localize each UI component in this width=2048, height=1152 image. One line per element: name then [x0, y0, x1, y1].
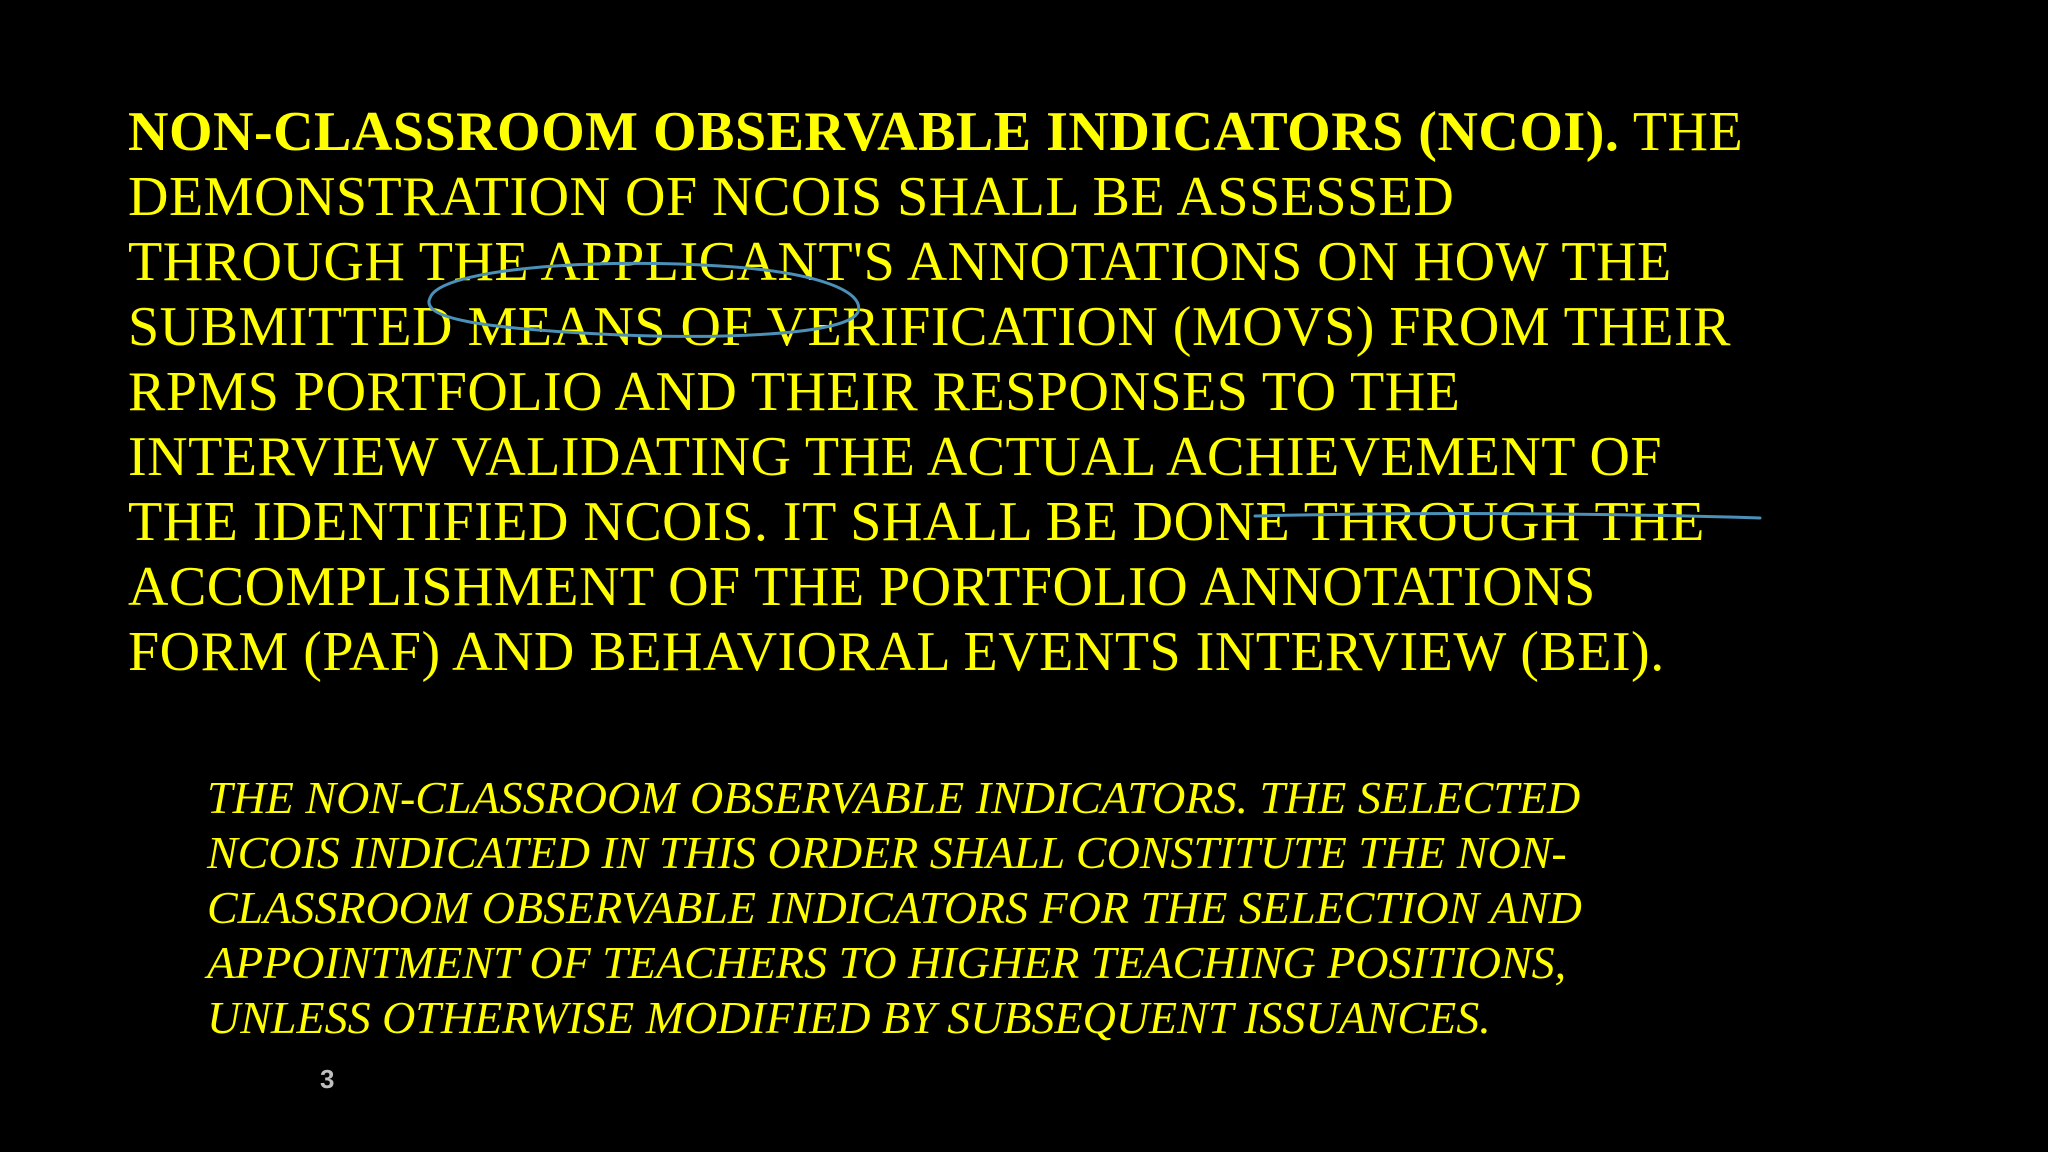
italic-line-2: NCOIS INDICATED IN THIS ORDER SHALL CONSTITUTE THE NON-	[207, 827, 1567, 878]
slide-number: 3	[320, 1064, 335, 1094]
main-paragraph	[128, 100, 1988, 685]
paragraph-line-8: ACCOMPLISHMENT OF THE PORTFOLIO ANNOTATIONS	[128, 556, 1596, 618]
paragraph-line-1	[128, 100, 1988, 165]
italic-paragraph	[207, 770, 1927, 1045]
paragraph-line-9: FORM (PAF) AND BEHAVIORAL EVENTS INTERVIEW (BEI).	[128, 621, 1665, 683]
paragraph-line-3: THROUGH THE APPLICANT'S ANNOTATIONS ON HOW THE	[128, 231, 1672, 293]
italic-line-5: UNLESS OTHERWISE MODIFIED BY SUBSEQUENT ISSUANCES.	[207, 992, 1491, 1043]
italic-line-1: THE NON-CLASSROOM OBSERVABLE INDICATORS. THE SELECTED	[207, 772, 1581, 823]
heading-bold: NON-CLASSROOM OBSERVABLE INDICATORS (NCOI).	[128, 101, 1620, 163]
italic-line-4: APPOINTMENT OF TEACHERS TO HIGHER TEACHING POSITIONS,	[207, 937, 1567, 988]
paragraph-line-5: RPMS PORTFOLIO AND THEIR RESPONSES TO THE	[128, 361, 1461, 423]
heading-continuation: THE	[1619, 101, 1744, 163]
paragraph-line-4: SUBMITTED MEANS OF VERIFICATION (MOVS) FROM THEIR	[128, 296, 1731, 358]
italic-line-3: CLASSROOM OBSERVABLE INDICATORS FOR THE SELECTION AND	[207, 882, 1582, 933]
paragraph-line-2: DEMONSTRATION OF NCOIS SHALL BE ASSESSED	[128, 166, 1455, 228]
paragraph-line-6: INTERVIEW VALIDATING THE ACTUAL ACHIEVEMENT OF	[128, 426, 1663, 488]
paragraph-line-7: THE IDENTIFIED NCOIS. IT SHALL BE DONE THROUGH THE	[128, 491, 1705, 553]
